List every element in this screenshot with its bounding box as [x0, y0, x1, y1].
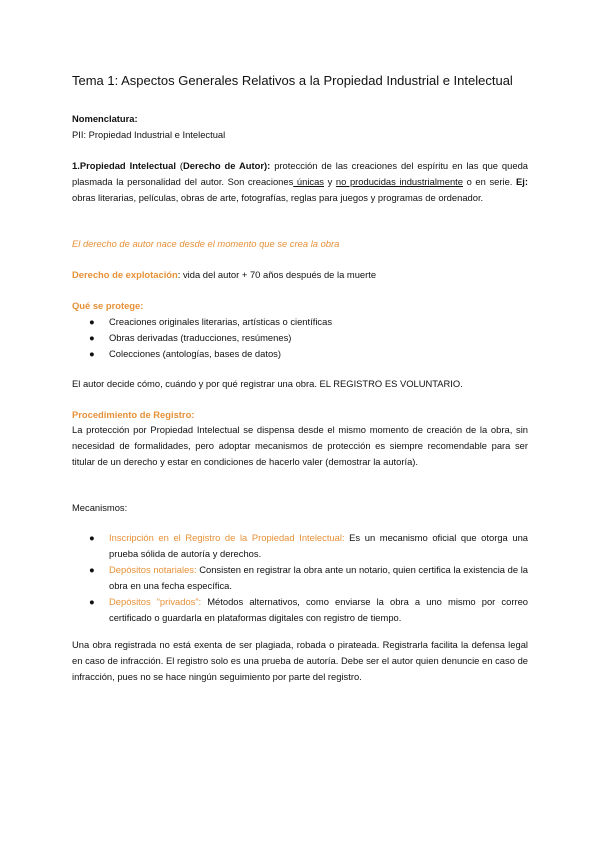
nomenclatura-item: PII: Propiedad Industrial e Intelectual [72, 129, 226, 140]
list-item [72, 346, 528, 362]
page-title: Tema 1: Aspectos Generales Relativos a la Propiedad Industrial e Intelectual [72, 73, 513, 88]
mecanismos-list [72, 530, 528, 626]
mecanismos-heading: Mecanismos: [72, 502, 128, 513]
italic-note: El derecho de autor nace desde el momento que se crea la obra [72, 238, 340, 249]
propiedad-text-a: protección de las creaciones del espíritu en las que queda plasmada la personalidad del autor. Son creaciones [72, 160, 528, 187]
explotacion-label: Derecho de explotación [72, 269, 178, 280]
no-producidas-underlined: no producidas industrialmente [335, 176, 463, 187]
list-item [72, 330, 528, 346]
bullet-icon: ● [89, 316, 95, 327]
propiedad-text-c: obras literarias, películas, obras de arte, fotografías, reglas para juegos y programas de ordenador. [72, 192, 484, 203]
ej-label: Ej: [516, 176, 528, 187]
mecanismo-label: Depósitos “privados”: [109, 596, 202, 607]
unicas-underlined: únicas [293, 176, 324, 187]
paren-open: ( [175, 160, 184, 171]
explotacion-text: : vida del autor + 70 años después de la muerte [177, 269, 377, 280]
list-item-text: Creaciones originales literarias, artísticas o científicas [109, 316, 333, 327]
nomenclatura-heading: Nomenclatura: [72, 113, 138, 124]
list-item [72, 562, 528, 594]
bullet-icon: ● [89, 564, 95, 575]
derecho-autor-label: Derecho de Autor [183, 160, 265, 171]
list-item-text: Obras derivadas (traducciones, resúmenes) [109, 332, 292, 343]
propiedad-text-b: o en serie. [463, 176, 517, 187]
list-item [72, 530, 528, 562]
final-paragraph: Una obra registrada no está exenta de ser plagiada, robada o pirateada. Registrarla facilita la defensa legal en caso de infracción. El registro solo es una prueba de autoría. Debe ser el autor quien denuncie en caso de infracción, pues no se hace ningún seguimiento por parte del registro. [72, 639, 528, 682]
propiedad-intelectual-paragraph [72, 158, 528, 206]
bullet-icon: ● [89, 532, 95, 543]
mecanismo-label: Depósitos notariales: [109, 564, 197, 575]
mecanismo-label: Inscripción en el Registro de la Propiedad Intelectual: [109, 532, 345, 543]
procedimiento-text: La protección por Propiedad Intelectual se dispensa desde el mismo momento de creación de la obra, sin necesidad de formalidades, pero adoptar mecanismos de protección es siempre recomendable para ser titular de un derecho y estar en condiciones de hacerlo valer (demostrar la autoría). [72, 424, 528, 467]
list-item [72, 314, 528, 330]
mecanismo-text: Es un mecanismo oficial que otorga una prueba sólida de autoría y derechos. [109, 532, 529, 559]
list-item-text: Colecciones (antologías, bases de datos) [109, 348, 281, 359]
bullet-icon: ● [89, 332, 95, 343]
mecanismo-text: Consisten en registrar la obra ante un notario, quien certifica la existencia de la obra en una fecha específica. [109, 564, 528, 591]
registro-voluntario-note: El autor decide cómo, cuándo y por qué registrar una obra. EL REGISTRO ES VOLUNTARIO. [72, 378, 463, 389]
procedimiento-heading: Procedimiento de Registro: [72, 409, 195, 420]
bullet-icon: ● [89, 596, 95, 607]
explotacion-paragraph [72, 267, 528, 283]
propiedad-text-y: y [324, 176, 336, 187]
bullet-icon: ● [89, 348, 95, 359]
list-item [72, 594, 528, 626]
propiedad-label: 1.Propiedad Intelectual [72, 160, 176, 171]
que-se-protege-list [72, 314, 528, 362]
paren-close: ): [264, 160, 271, 171]
mecanismo-text: Métodos alternativos, como enviarse la obra a uno mismo por correo certificado o guardarla en plataformas digitales con registro de tiempo. [109, 596, 528, 623]
que-se-protege-heading: Qué se protege: [72, 300, 144, 311]
